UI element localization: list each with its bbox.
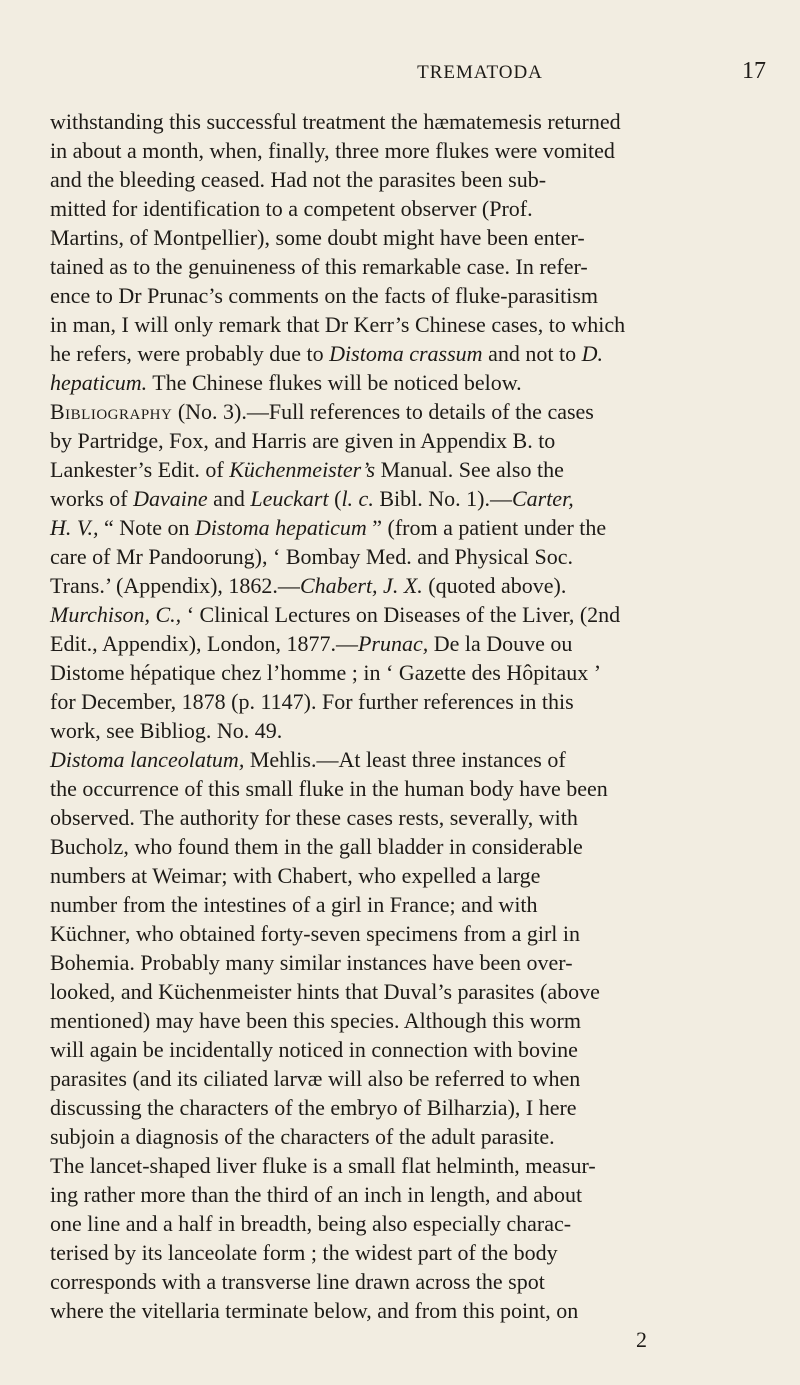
text-line: [50, 165, 768, 194]
text-run: parasites (and its ciliated larvæ will also be referred to when: [50, 1066, 581, 1091]
text-line: [50, 890, 768, 919]
text-run: number from the intestines of a girl in France; and with: [50, 892, 538, 917]
text-line: [50, 310, 768, 339]
text-run: Distoma crassum: [329, 341, 483, 366]
text-run: (quoted above).: [422, 573, 567, 598]
text-run: subjoin a diagnosis of the characters of the adult parasite.: [50, 1124, 555, 1149]
text-run: in about a month, when, finally, three more flukes were vomited: [50, 138, 615, 163]
text-run: Bucholz, who found them in the gall bladder in considerable: [50, 834, 583, 859]
text-run: l. c.: [341, 486, 374, 511]
text-run: and: [207, 486, 251, 511]
text-run: Lankester’s Edit. of: [50, 457, 230, 482]
text-line: [50, 252, 768, 281]
text-line: [50, 571, 768, 600]
text-run: Bibl. No. 1).—: [373, 486, 512, 511]
text-line: [50, 600, 768, 629]
text-run: Murchison, C.,: [50, 602, 182, 627]
text-run: numbers at Weimar; with Chabert, who expelled a large: [50, 863, 541, 888]
text-line: [50, 136, 768, 165]
text-line: [50, 107, 768, 136]
text-run: care of Mr Pandoorung), ‘ Bombay Med. and Physical Soc.: [50, 544, 574, 569]
text-line: [50, 832, 768, 861]
text-run: Chabert, J. X.: [299, 573, 423, 598]
text-line: [50, 1296, 768, 1325]
running-title: TREMATODA: [417, 62, 543, 83]
text-run: Leuckart: [250, 486, 329, 511]
text-run: hepaticum.: [50, 370, 148, 395]
text-run: ence to Dr Prunac’s comments on the facts of fluke-parasitism: [50, 283, 599, 308]
text-run: Prunac,: [357, 631, 429, 656]
text-run: and the bleeding ceased. Had not the parasites been sub-: [50, 167, 547, 192]
text-run: the occurrence of this small fluke in the human body have been: [50, 776, 608, 801]
text-line: [50, 455, 768, 484]
text-run: Bibliography: [50, 399, 173, 424]
text-line: [50, 1267, 768, 1296]
text-run: and not to: [482, 341, 582, 366]
text-line: [50, 1064, 768, 1093]
text-run: The Chinese flukes will be noticed below.: [147, 370, 522, 395]
text-run: Küchenmeister’s: [229, 457, 376, 482]
text-line: [50, 397, 768, 426]
text-line: [50, 948, 768, 977]
text-run: Carter,: [511, 486, 574, 511]
text-line: [50, 658, 768, 687]
text-line: [50, 1006, 768, 1035]
text-run: The lancet-shaped liver fluke is a small flat helminth, measur-: [50, 1153, 596, 1178]
body-text: [50, 107, 768, 1325]
text-line: [50, 1122, 768, 1151]
text-line: [50, 977, 768, 1006]
text-line: [50, 368, 768, 397]
text-run: looked, and Küchenmeister hints that Duval’s parasites (above: [50, 979, 600, 1004]
text-line: [50, 1151, 768, 1180]
text-line: [50, 1180, 768, 1209]
text-line: [50, 1093, 768, 1122]
text-run: Trans.’ (Appendix), 1862.—: [50, 573, 300, 598]
text-line: [50, 861, 768, 890]
text-run: ” (from a patient under the: [366, 515, 607, 540]
text-run: discussing the characters of the embryo of Bilharzia), I here: [50, 1095, 577, 1120]
text-run: ing rather more than the third of an inch in length, and about: [50, 1182, 583, 1207]
signature-mark: 2: [636, 1327, 647, 1352]
text-run: De la Douve ou: [428, 631, 573, 656]
text-run: Distoma lanceolatum,: [50, 747, 245, 772]
text-run: terised by its lanceolate form ; the widest part of the body: [50, 1240, 558, 1265]
text-line: [50, 629, 768, 658]
text-line: [50, 426, 768, 455]
text-run: “ Note on: [98, 515, 196, 540]
text-run: Martins, of Montpellier), some doubt might have been enter-: [50, 225, 585, 250]
text-run: one line and a half in breadth, being also especially charac-: [50, 1211, 572, 1236]
text-line: [50, 687, 768, 716]
text-run: works of: [50, 486, 134, 511]
text-run: (No. 3).—Full references to details of the cases: [172, 399, 594, 424]
text-run: Distoma hepaticum: [195, 515, 367, 540]
text-line: [50, 919, 768, 948]
text-line: [50, 194, 768, 223]
text-run: mitted for identification to a competent observer (Prof.: [50, 196, 533, 221]
text-run: Mehlis.—At least three instances of: [244, 747, 566, 772]
text-line: [50, 1035, 768, 1064]
text-run: for December, 1878 (p. 1147). For further references in this: [50, 689, 574, 714]
text-line: [50, 774, 768, 803]
text-run: H. V.,: [50, 515, 99, 540]
text-run: tained as to the genuineness of this remarkable case. In refer-: [50, 254, 588, 279]
text-run: mentioned) may have been this species. Although this worm: [50, 1008, 581, 1033]
text-run: he refers, were probably due to: [50, 341, 330, 366]
text-line: [50, 1209, 768, 1238]
text-run: Manual. See also the: [375, 457, 564, 482]
text-run: where the vitellaria terminate below, and from this point, on: [50, 1298, 579, 1323]
text-run: corresponds with a transverse line drawn across the spot: [50, 1269, 545, 1294]
text-line: [50, 513, 768, 542]
text-run: will again be incidentally noticed in connection with bovine: [50, 1037, 578, 1062]
text-line: [50, 745, 768, 774]
text-run: Davaine: [133, 486, 208, 511]
text-line: [50, 716, 768, 745]
text-run: in man, I will only remark that Dr Kerr’s Chinese cases, to which: [50, 312, 626, 337]
text-run: withstanding this successful treatment the hæmatemesis returned: [50, 109, 621, 134]
text-line: [50, 223, 768, 252]
text-line: [50, 339, 768, 368]
text-line: [50, 803, 768, 832]
text-run: observed. The authority for these cases rests, severally, with: [50, 805, 578, 830]
text-run: Edit., Appendix), London, 1877.—: [50, 631, 358, 656]
text-run: Bohemia. Probably many similar instances have been over-: [50, 950, 573, 975]
text-run: (: [328, 486, 342, 511]
text-run: D.: [581, 341, 603, 366]
text-line: [50, 281, 768, 310]
text-line: [50, 1238, 768, 1267]
text-run: Küchner, who obtained forty-seven specimens from a girl in: [50, 921, 581, 946]
text-line: [50, 542, 768, 571]
text-line: [50, 484, 768, 513]
text-run: work, see Bibliog. No. 49.: [50, 718, 283, 743]
page-number: 17: [742, 58, 766, 84]
text-run: Distome hépatique chez l’homme ; in ‘ Gazette des Hôpitaux ’: [50, 660, 602, 685]
text-run: ‘ Clinical Lectures on Diseases of the Liver, (2nd: [181, 602, 621, 627]
text-run: by Partridge, Fox, and Harris are given in Appendix B. to: [50, 428, 556, 453]
